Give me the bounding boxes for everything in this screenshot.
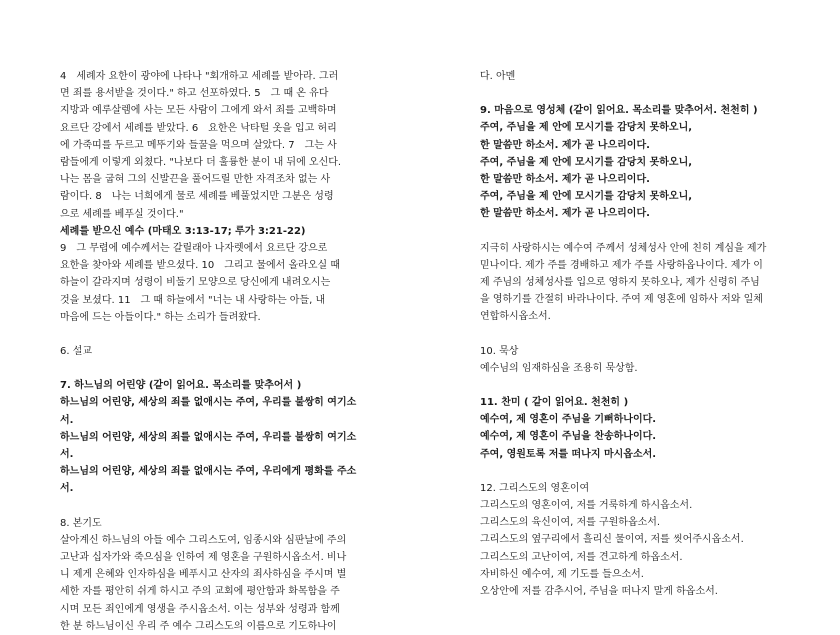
reading-line: 요르단 강에서 세례를 받았다. 6 요한은 낙타털 옷을 입고 허리 [60, 122, 337, 134]
agnus-dei-line: 하느님의 어린양, 세상의 죄를 없애시는 주여, 우리를 불쌍히 여기소서. [60, 397, 357, 426]
section-9-title: 9. 마음으로 영성체 (같이 읽어요. 목소리를 맞추어서. 천천히 ) [480, 105, 758, 117]
prayer-line: 연합하시옵소서. [480, 311, 551, 323]
left-column [60, 68, 365, 635]
spacer [480, 377, 780, 394]
communion-line: 한 말씀만 하소서. 제가 곧 나으리이다. [480, 208, 650, 220]
agnus-dei-line: 하느님의 어린양, 세상의 죄를 없애시는 주여, 우리를 불쌍히 여기소서. [60, 431, 357, 461]
reading-line: 것을 보셨다. 11 그 때 하늘에서 "너는 내 사랑하는 아들, 내 [60, 294, 326, 306]
reading-line: 으로 세례를 베푸실 것이다." [60, 208, 184, 220]
section-10-title: 10. 묵상 [480, 345, 519, 357]
anima-christi-line: 자비하신 예수여, 제 기도를 들으소서. [480, 568, 644, 580]
collect-line: 고난과 십자가와 죽으심을 인하여 제 영혼을 구원하시옵소서. 비나 [60, 552, 347, 564]
reading-line: 에 가죽띠를 두르고 메뚜기와 들꿀을 먹으며 살았다. 7 그는 사 [60, 139, 337, 151]
section-11-title: 11. 찬미 ( 같이 읽어요. 천천히 ) [480, 397, 629, 409]
meditation-text: 예수님의 임재하심을 조용히 묵상함. [480, 362, 638, 374]
praise-line: 주여, 영원토록 저를 떠나지 마시옵소서. [480, 448, 657, 460]
reading-line: 9 그 무렵에 예수께서는 갈릴래아 나자렛에서 요르단 강으로 [60, 243, 328, 255]
prayer-line: 을 영하기를 간절히 바라나이다. 주여 제 영혼에 임하사 저와 일체 [480, 294, 763, 306]
anima-christi-line: 그리스도의 고난이여, 저를 견고하게 하옵소서. [480, 551, 683, 563]
baptism-heading: 세례를 받으신 예수 (마태오 3:13-17; 루가 3:21-22) [60, 225, 306, 237]
collect-line: 니 제게 은혜와 인자하심을 베푸시고 산자의 죄사하심을 주시며 별 [60, 569, 347, 581]
prayer-line: 지극히 사랑하시는 예수여 주께서 성체성사 안에 친히 계심을 제가 [480, 242, 767, 254]
communion-line: 주여, 주님을 제 안에 모시기를 감당치 못하오니, [480, 156, 693, 168]
spacer [480, 223, 780, 240]
collect-line: 살아계신 하느님의 아들 예수 그리스도여, 임종시와 심판날에 주의 [60, 534, 347, 546]
reading-line: 하늘이 갈라지며 성령이 비둘기 모양으로 당신에게 내려오시는 [60, 277, 331, 289]
anima-christi-line: 그리스도의 영혼이여, 저를 거룩하게 하시옵소서. [480, 500, 693, 512]
spacer [60, 326, 365, 343]
reading-line: 람이다. 8 나는 너희에게 물로 세례를 베풀었지만 그분은 성령 [60, 191, 334, 203]
anima-christi-line: 그리스도의 육신이여, 저를 구원하옵소서. [480, 517, 661, 529]
reading-line: 지방과 예루살렘에 사는 모든 사람이 그에게 와서 죄를 고백하며 [60, 105, 337, 117]
anima-christi-line: 오상안에 저를 감추시어, 주님을 떠나지 말게 하옵소서. [480, 586, 718, 598]
prayer-line: 믿나이다. 제가 주를 경배하고 제가 주를 사랑하옵나이다. 제가 이 [480, 259, 763, 271]
reading-line: 면 죄를 용서받을 것이다." 하고 선포하였다. 5 그 때 온 유다 [60, 88, 329, 100]
anima-christi-line: 그리스도의 옆구리에서 흘리신 물이여, 저를 씻어주시옵소서. [480, 534, 744, 546]
praise-line: 예수여, 제 영혼이 주님을 기뻐하나이다. [480, 414, 657, 426]
agnus-dei-line: 하느님의 어린양, 세상의 죄를 없애시는 주여, 우리에게 평화를 주소서. [60, 466, 357, 495]
spacer [60, 498, 365, 515]
reading-line: 나는 몸을 굽혀 그의 신발끈을 풀어드릴 만한 자격조차 없는 사 [60, 174, 331, 186]
communion-line: 한 말씀만 하소서. 제가 곧 나으리이다. [480, 174, 650, 186]
spacer [60, 360, 365, 377]
spacer [480, 85, 780, 102]
reading-line: 요한을 찾아와 세례를 받으셨다. 10 그리고 물에서 올라오실 때 [60, 260, 340, 272]
communion-line: 주여, 주님을 제 안에 모시기를 감당치 못하오니, [480, 122, 693, 134]
scripture-reading [60, 68, 365, 326]
spacer [480, 326, 780, 343]
spacer [480, 463, 780, 480]
reading-line: 람들에게 이렇게 외쳤다. "나보다 더 훌륭한 분이 내 뒤에 오신다. [60, 157, 342, 169]
praise-line: 예수여, 제 영혼이 주님을 찬송하나이다. [480, 431, 657, 443]
amen-line: 다. 아멘 [480, 71, 516, 82]
collect-line: 한 분 하느님이신 우리 주 예수 그리스도의 이름으로 기도하나이 [60, 620, 337, 632]
reading-line: 4 세례자 요한이 광야에 나타나 "회개하고 세례를 받아라. 그러 [60, 71, 339, 82]
prayer-line: 제 주님의 성체성사를 입으로 영하지 못하오나, 제가 신령히 주님 [480, 277, 760, 289]
collect-line: 세한 자를 평안히 쉬게 하시고 주의 교회에 평안함과 화목함을 주 [60, 586, 340, 598]
reading-line: 마음에 드는 아들이다." 하는 소리가 들려왔다. [60, 311, 261, 323]
communion-line: 주여, 주님을 제 안에 모시기를 감당치 못하오니, [480, 191, 693, 203]
right-column [480, 68, 780, 600]
collect-line: 시며 모든 죄인에게 영생을 주시옵소서. 이는 성부와 성령과 함께 [60, 603, 340, 615]
section-12-title: 12. 그리스도의 영혼이여 [480, 482, 590, 494]
section-7-title: 7. 하느님의 어린양 (같이 읽어요. 목소리를 맞추어서 ) [60, 380, 302, 392]
communion-line: 한 말씀만 하소서. 제가 곧 나으리이다. [480, 139, 650, 151]
section-6-title: 6. 설교 [60, 346, 93, 358]
section-8-title: 8. 본기도 [60, 517, 102, 529]
